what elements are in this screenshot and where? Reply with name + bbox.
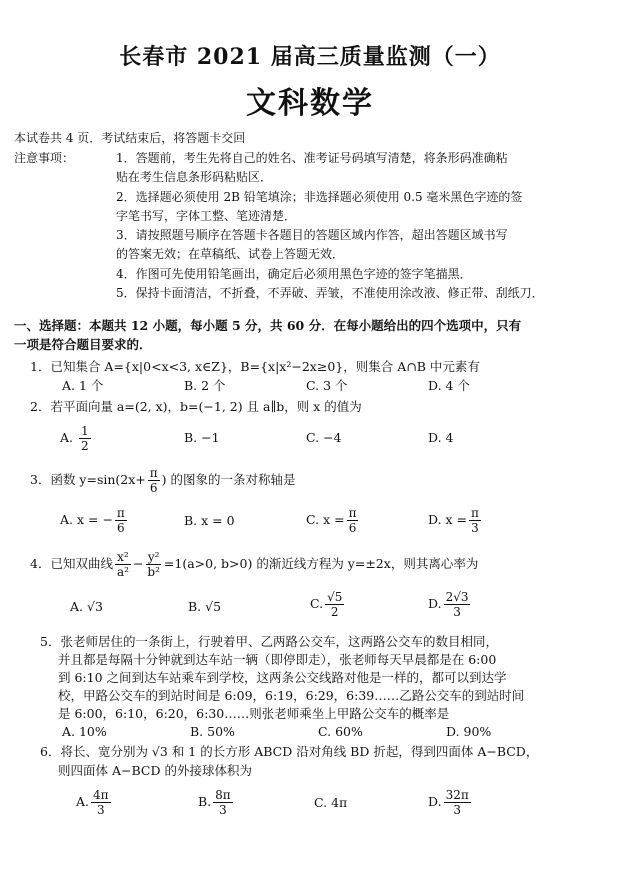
note-item-1b: 贴在考生信息条形码粘贴区． [116, 170, 273, 184]
frac-den: 3 [453, 605, 461, 619]
q6-option-a [76, 788, 113, 817]
q5-line-3: 到 6:10 之间到达车站乘车到学校，这两条公交线路对他是一样的，都可以到达学 [58, 670, 507, 685]
frac-num: π [116, 506, 125, 520]
frac-den: 3 [96, 803, 105, 817]
frac-den: 3 [471, 521, 479, 535]
q6-option-d [428, 788, 473, 817]
q3-option-a-label: A. x = − [60, 512, 113, 527]
frac-den: 3 [453, 803, 461, 817]
q3-option-c-label: C. x = [306, 512, 345, 527]
q6-line-1: 6．将长、宽分别为 √3 和 1 的长方形 ABCD 沿对角线 BD 折起，得到四面体 A−BCD， [40, 744, 539, 759]
frac-den: 6 [149, 481, 158, 495]
q6-option-c: C. 4π [314, 795, 348, 810]
note-item-1a: 1．答题前，考生先将自己的姓名、准考证号码填写清楚，将条形码准确粘 [116, 151, 508, 165]
frac-den: a² [116, 565, 129, 579]
q4-option-a: A. √3 [70, 599, 103, 614]
note-item-3b: 的答案无效；在草稿纸、试卷上答题无效． [116, 247, 345, 261]
q3-option-c [306, 506, 360, 535]
q4-stem-pre: 4．已知双曲线 [30, 556, 113, 571]
frac-num: x² [117, 550, 129, 564]
note-item-3a: 3．请按照题号顺序在答题卡各题目的答题区域内作答，超出答题区域书写 [116, 228, 508, 242]
q3-option-a [60, 506, 129, 535]
q4-fraction-y [145, 550, 162, 579]
frac-num: 2√3 [445, 590, 469, 604]
q5-line-1: 5．张老师居住的一条街上，行驶着甲、乙两路公交车，这两路公交车的数目相同， [40, 634, 498, 649]
frac-den: b² [147, 565, 160, 579]
q4-option-b: B. √5 [188, 599, 222, 614]
exam-subject: 文科数学 [246, 86, 374, 121]
q1-option-d: D. 4 个 [428, 378, 470, 393]
q5-option-d: D. 90% [446, 724, 492, 739]
note-item-5: 5．保持卡面清洁，不折叠，不弄破、弄皱，不准使用涂改液、修正带、刮纸刀． [116, 286, 544, 300]
q1-option-a: A. 1 个 [62, 378, 104, 393]
q4-minus: − [132, 556, 144, 571]
q5-option-b: B. 50% [190, 724, 235, 739]
frac-num: y² [147, 550, 160, 564]
frac-num: 8π [215, 788, 231, 802]
q3-option-a-fraction [115, 506, 127, 535]
q6-option-d-label: D. [428, 794, 442, 809]
q4-option-d [428, 590, 472, 619]
q5-line-5: 是 6:00，6:10，6:20，6:30……则张老师乘坐上甲路公交车的概率是 [58, 706, 450, 721]
q1-option-b: B. 2 个 [184, 378, 226, 393]
q3-option-d-label: D. x = [428, 512, 468, 527]
notes-label: 注意事项： [14, 151, 75, 165]
q5-line-2: 并且都是每隔十分钟就到达车站一辆（即停即走），张老师每天早晨都是在 6:00 [58, 652, 497, 667]
q5-line-4: 校，甲路公交车的到站时间是 6:09，6:19，6:29，6:39……乙路公交车的到站时间 [58, 688, 525, 703]
section-heading-1: 一、选择题：本题共 12 小题，每小题 5 分，共 60 分．在每小题给出的四个选项中，只有 [14, 318, 522, 333]
notes-intro: 本试卷共 4 页．考试结束后，将答题卡交回 [14, 131, 246, 145]
q3-option-d [428, 506, 483, 535]
q3-stem [30, 466, 296, 495]
q4-option-c-label: C. [310, 596, 324, 611]
q3-stem-post: ) 的图象的一条对称轴是 [161, 472, 296, 487]
q1-option-c: C. 3 个 [306, 378, 348, 393]
frac-den: 2 [81, 439, 89, 453]
frac-den: 3 [219, 803, 227, 817]
frac-den: 2 [330, 605, 339, 619]
frac-num: π [471, 506, 479, 520]
frac-den: 6 [117, 521, 125, 535]
frac-den: 6 [348, 521, 357, 535]
q6-option-b [198, 788, 235, 817]
q2-option-d: D. 4 [428, 430, 454, 445]
note-item-4: 4．作图可先使用铅笔画出，确定后必须用黑色字迹的签字笔描黑． [116, 267, 472, 281]
q3-stem-fraction [148, 466, 160, 495]
q6-option-a-fraction [91, 788, 111, 817]
q5-option-a: A. 10% [62, 724, 107, 739]
frac-num: √5 [327, 590, 343, 604]
q1-stem: 1．已知集合 A={x|0<x<3, x∈Z}，B={x|x²−2x≥0}，则集合 A∩B 中元素有 [30, 359, 480, 374]
note-item-2a: 2．选择题必须使用 2B 铅笔填涂；非选择题必须使用 0.5 毫米黑色字迹的签 [116, 190, 523, 204]
frac-num: 32π [445, 788, 469, 802]
q2-option-a-fraction [79, 424, 91, 453]
q6-option-a-label: A. [76, 794, 90, 809]
q3-option-b: B. x = 0 [184, 513, 235, 528]
q4-option-c-fraction [325, 590, 344, 619]
q6-option-b-fraction [213, 788, 233, 817]
exam-title: 长春市 2021 届高三质量监测（一） [119, 44, 501, 70]
section-heading-2: 一项是符合题目要求的． [14, 337, 152, 352]
q2-option-a [60, 424, 93, 453]
frac-num: π [348, 506, 357, 520]
q4-option-d-fraction [444, 590, 471, 619]
q4-stem-post: =1(a>0, b>0) 的渐近线方程为 y=±2x，则其离心率为 [163, 556, 479, 571]
frac-num: π [149, 466, 158, 480]
q3-option-d-fraction [469, 506, 481, 535]
q2-stem: 2．若平面向量 a=(2, x)，b=(−1, 2) 且 a∥b，则 x 的值为 [30, 399, 362, 414]
frac-num: 1 [81, 424, 89, 438]
q2-option-a-label: A. [60, 430, 74, 445]
q4-option-c [310, 590, 346, 619]
q3-option-c-fraction [347, 506, 359, 535]
q2-option-b: B. −1 [184, 430, 220, 445]
q6-option-b-label: B. [198, 794, 212, 809]
q4-stem [30, 550, 478, 579]
frac-num: 4π [93, 788, 109, 802]
q4-option-d-label: D. [428, 596, 442, 611]
q2-option-c: C. −4 [306, 430, 342, 445]
q4-fraction-x [115, 550, 131, 579]
q3-stem-pre: 3．函数 y=sin(2x+ [30, 472, 146, 487]
q5-option-c: C. 60% [318, 724, 363, 739]
q6-option-d-fraction [444, 788, 471, 817]
q6-line-2: 则四面体 A−BCD 的外接球体积为 [58, 763, 252, 778]
note-item-2b: 字笔书写，字体工整、笔迹清楚． [116, 209, 297, 223]
